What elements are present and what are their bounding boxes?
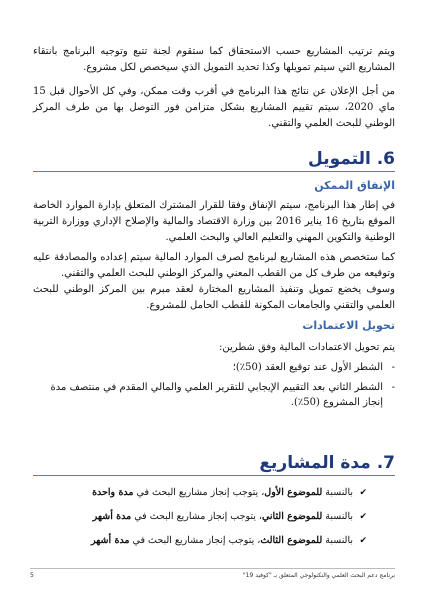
section-6-divider	[33, 171, 395, 172]
intro-paragraph-1: ويتم ترتيب المشاريع حسب الاستحقاق كما ستقوم لجنة تتبع وتوجيه البرنامج بانتقاء المشاريع التي سيتم تمويلها وكذا تحديد التمويل الذي سيخصص لكل مشروع.	[33, 46, 395, 73]
duration-item-3: ✔ بالنسبة للموضوع الثالث، يتوجب إنجاز مشاريع البحث في مدة أشهر	[90, 535, 367, 546]
checkmark-icon: ✔	[359, 512, 367, 522]
checkmark-icon: ✔	[359, 488, 367, 498]
dash-icon: -	[391, 362, 395, 373]
transfer-bullet-2: - الشطر الثاني بعد التقييم الإيجابي للتقرير العلمي والمالي المقدم في منتصف مدة إنجاز المشروع (50٪).	[50, 382, 395, 408]
page-footer	[30, 568, 395, 581]
transfer-intro: يتم تحويل الاعتمادات المالية وفق شطرين:	[219, 342, 395, 353]
intro-paragraph-2: من أجل الإعلان عن نتائج هذا البرنامج في أقرب وقت ممكن، وفي كل الأحوال قبل 15 ماي 2020، سيتم تقييم المشاريع بشكل متزامن فور التوصل بها من طرف المركز الوطني للبحث العلمي والتقني.	[33, 86, 395, 129]
footer-title: برنامج دعم البحث العلمي والتكنولوجي المتعلق بـ "كوفيد 19"	[242, 572, 395, 579]
checkmark-icon: ✔	[359, 536, 367, 546]
duration-item-2: ✔ بالنسبة للموضوع الثاني، يتوجب إنجاز مشاريع البحث في مدة أشهر	[92, 511, 367, 522]
section-6-heading: 6. التمويل	[308, 149, 395, 169]
section-7-divider	[33, 475, 395, 476]
dash-icon: -	[391, 382, 395, 393]
duration-item-1: ✔ بالنسبة للموضوع الأول، يتوجب إنجاز مشاريع البحث في مدة واحدة	[92, 487, 367, 498]
allocation-paragraph: كما ستخصص هذه المشاريع لبرنامج لصرف الموارد المالية سيتم إعداده والمصادقة عليه وتوقيعه من طرف كل من القطب المعني والمركز الوطني للبحث العلمي والتقني.	[33, 252, 395, 279]
spending-paragraph: في إطار هذا البرنامج، سيتم الإنفاق وفقا للقرار المشترك المتعلق بإدارة الموارد الخاصة الموقع بتاريخ 16 يناير 2016 بين وزارة الاقتصاد والمالية والإصلاح الإداري ووزارة التربية الوطنية والتكوين المهني والتعليم العالي والبحث العلمي.	[33, 200, 395, 243]
subheading-credit-transfer: تحويل الاعتمادات	[302, 319, 395, 332]
page-number: 5	[30, 572, 34, 579]
subheading-possible-spending: الإنفاق الممكن	[314, 179, 395, 192]
section-7-heading: 7. مدة المشاريع	[259, 453, 395, 473]
contract-paragraph: وسوف يخضع تمويل وتنفيذ المشاريع المختارة لعقد مبرم بين المركز الوطني للبحث العلمي والتقني والجامعات المكونة للقطب الحامل للمشروع.	[33, 284, 395, 311]
transfer-bullet-1: - الشطر الأول عند توقيع العقد (50٪)؛	[232, 362, 395, 373]
